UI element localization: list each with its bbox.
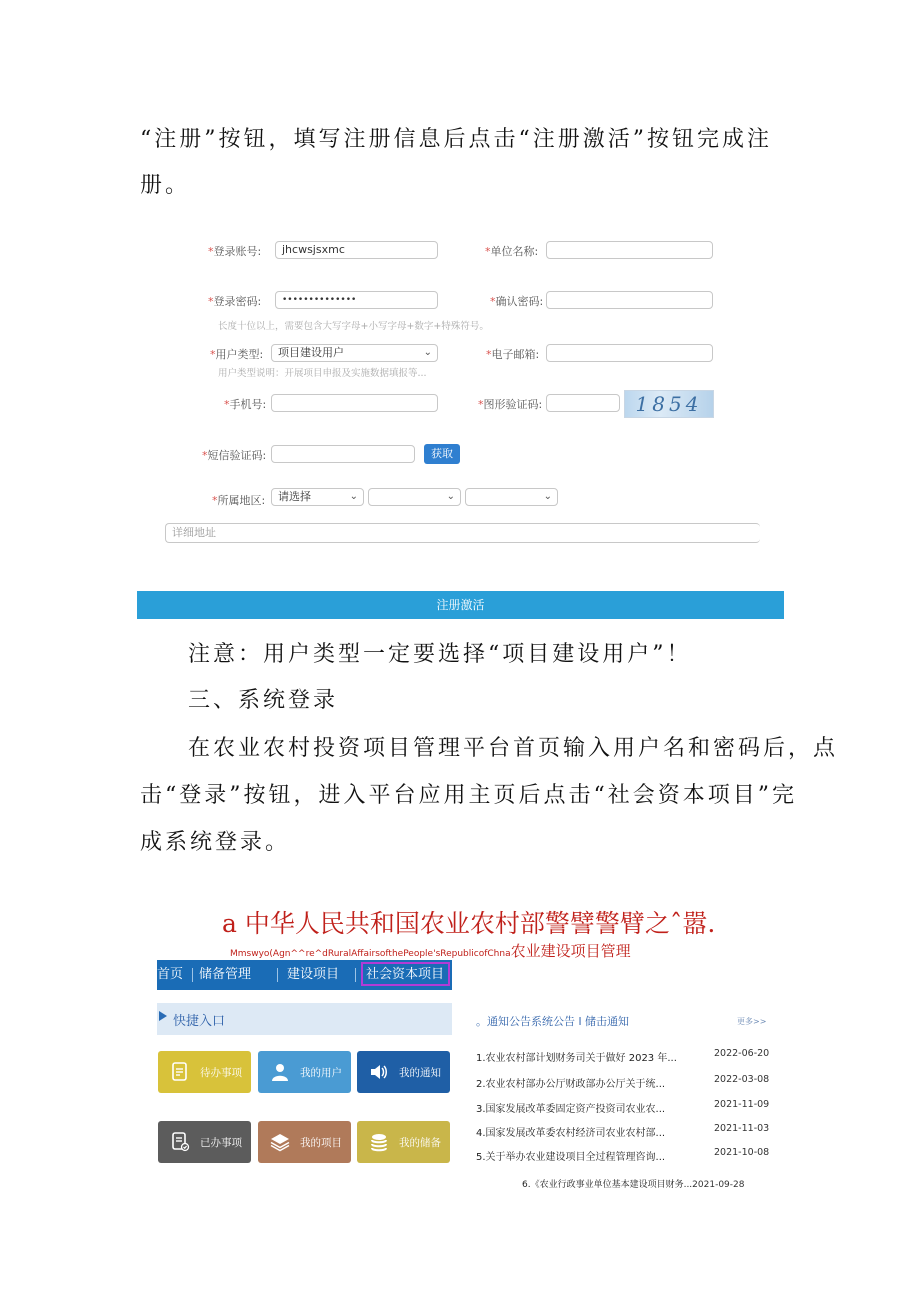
tile-label: 我的项目 — [300, 1137, 342, 1149]
sms-code-input[interactable] — [271, 445, 415, 463]
nav-divider — [192, 968, 193, 982]
notice-title[interactable]: 1.农业农村部计划财务司关于做好 2023 年... — [476, 1053, 677, 1064]
notice-date: 2021-10-08 — [714, 1147, 770, 1158]
nav-divider — [277, 968, 278, 982]
password-label: *登录密码: — [208, 295, 262, 308]
registration-form — [160, 232, 760, 552]
nav-home[interactable]: 首页 — [157, 967, 184, 982]
document-check-icon — [170, 1132, 190, 1152]
get-sms-code-button[interactable]: 获取 — [424, 444, 460, 464]
notice-date: 2022-03-08 — [714, 1074, 770, 1085]
tile-label: 我的通知 — [399, 1067, 441, 1079]
login-account-input[interactable]: jhcwsjsxmc — [275, 241, 438, 259]
region-county-select[interactable] — [465, 488, 558, 506]
region-label: *所属地区: — [212, 494, 266, 507]
portal-subtitle-en: Mmswyo(Agn^^re^dRuralAffairsofthePeople'sRepublicofChna — [230, 949, 511, 959]
confirm-password-input[interactable] — [546, 291, 713, 309]
tile-label: 待办事项 — [200, 1067, 242, 1079]
notice-tabs[interactable]: 。通知公告系统公告 l 储击通知 — [476, 1015, 630, 1028]
chevron-down-icon: ⌄ — [423, 347, 432, 358]
chevron-down-icon: ⌄ — [349, 491, 358, 502]
nav-reserve[interactable]: 储备管理 — [199, 967, 252, 982]
notice-title[interactable]: 5.关于举办农业建设项目全过程管理咨询... — [476, 1152, 666, 1163]
tile-my-users[interactable] — [258, 1051, 351, 1093]
unit-name-input[interactable] — [546, 241, 713, 259]
notice-date: 2021-11-03 — [714, 1123, 770, 1134]
address-input[interactable]: 详细地址 — [165, 523, 760, 543]
tile-done[interactable] — [158, 1121, 251, 1163]
tile-label: 已办事项 — [200, 1137, 242, 1149]
phone-input[interactable] — [271, 394, 438, 412]
portal-title: a 中华人民共和国农业农村部警譬警臂之ˆ嚣. — [222, 909, 716, 938]
captcha-image[interactable]: 1854 — [624, 390, 714, 418]
email-input[interactable] — [546, 344, 713, 362]
activate-button[interactable]: 注册激活 — [137, 591, 784, 619]
notice-title[interactable]: 6.《农业行政事业单位基本建设项目财务... — [522, 1180, 693, 1190]
password-hint: 长度十位以上，需要包含大写字母+小写字母+数字+特殊符号。 — [218, 321, 489, 332]
notice-row[interactable] — [522, 1172, 744, 1191]
nav-construction[interactable]: 建设项目 — [287, 967, 340, 982]
region-city-select[interactable] — [368, 488, 461, 506]
tile-my-reserves[interactable] — [357, 1121, 450, 1163]
unit-name-label: *单位名称: — [485, 245, 539, 258]
portal-subtitle — [230, 940, 631, 961]
speaker-icon — [369, 1062, 389, 1082]
section-heading: 三、系统登录 — [188, 688, 339, 713]
captcha-input[interactable] — [546, 394, 620, 412]
notice-date: 2021-11-09 — [714, 1099, 770, 1110]
layers-icon — [270, 1132, 290, 1152]
notice-title[interactable]: 4.国家发展改革委农村经济司农业农村部... — [476, 1128, 666, 1139]
portal-subtitle-cn: 农业建设项目管理 — [510, 942, 631, 960]
nav-divider — [355, 968, 356, 982]
chevron-down-icon: ⌄ — [446, 491, 455, 502]
email-label: *电子邮箱: — [486, 348, 540, 361]
paragraph-line: 击“登录”按钮，进入平台应用主页后点击“社会资本项目”完 — [140, 783, 797, 808]
note-text: 注意：用户类型一定要选择“项目建设用户”！ — [188, 642, 692, 667]
confirm-password-label: *确认密码: — [490, 295, 544, 308]
document-icon — [170, 1062, 190, 1082]
quick-entry-bar — [157, 1003, 452, 1035]
quick-entry-label: 快捷入口 — [173, 1014, 226, 1029]
paragraph-line: “注册”按钮，填写注册信息后点击“注册激活”按钮完成注 — [140, 127, 772, 152]
tile-my-notices[interactable] — [357, 1051, 450, 1093]
notice-date: 2021-09-28 — [692, 1180, 745, 1190]
password-input[interactable]: •••••••••••••• — [275, 291, 438, 309]
user-icon — [270, 1062, 290, 1082]
tile-todo[interactable] — [158, 1051, 251, 1093]
chevron-down-icon: ⌄ — [543, 491, 552, 502]
tile-label: 我的用户 — [300, 1067, 342, 1079]
region-province-select[interactable]: 请选择 ⌄ — [271, 488, 364, 506]
paragraph-line: 成系统登录。 — [140, 830, 291, 855]
triangle-icon — [159, 1011, 167, 1021]
user-type-label: *用户类型: — [210, 348, 264, 361]
user-type-hint: 用户类型说明：开展项目申报及实施数据填报等... — [218, 368, 427, 379]
sms-code-label: *短信验证码: — [202, 449, 267, 462]
captcha-label: *图形验证码: — [478, 398, 543, 411]
tile-my-projects[interactable] — [258, 1121, 351, 1163]
main-nav — [157, 960, 452, 990]
paragraph-line: 册。 — [140, 173, 191, 198]
login-account-label: *登录账号: — [208, 245, 262, 258]
coins-icon — [369, 1132, 389, 1152]
tile-label: 我的储备 — [399, 1137, 441, 1149]
phone-label: *手机号: — [224, 398, 267, 411]
paragraph-line: 在农业农村投资项目管理平台首页输入用户名和密码后，点 — [188, 736, 839, 761]
more-link[interactable]: 更多>> — [737, 1017, 767, 1026]
nav-social-capital[interactable]: 社会资本项目 — [361, 962, 450, 986]
notice-date: 2022-06-20 — [714, 1048, 770, 1059]
notice-title[interactable]: 3.国家发展改革委固定资产投资司农业农... — [476, 1104, 666, 1115]
user-type-select[interactable]: 项目建设用户 ⌄ — [271, 344, 438, 362]
notice-title[interactable]: 2.农业农村部办公厅财政部办公厅关于统... — [476, 1079, 666, 1090]
